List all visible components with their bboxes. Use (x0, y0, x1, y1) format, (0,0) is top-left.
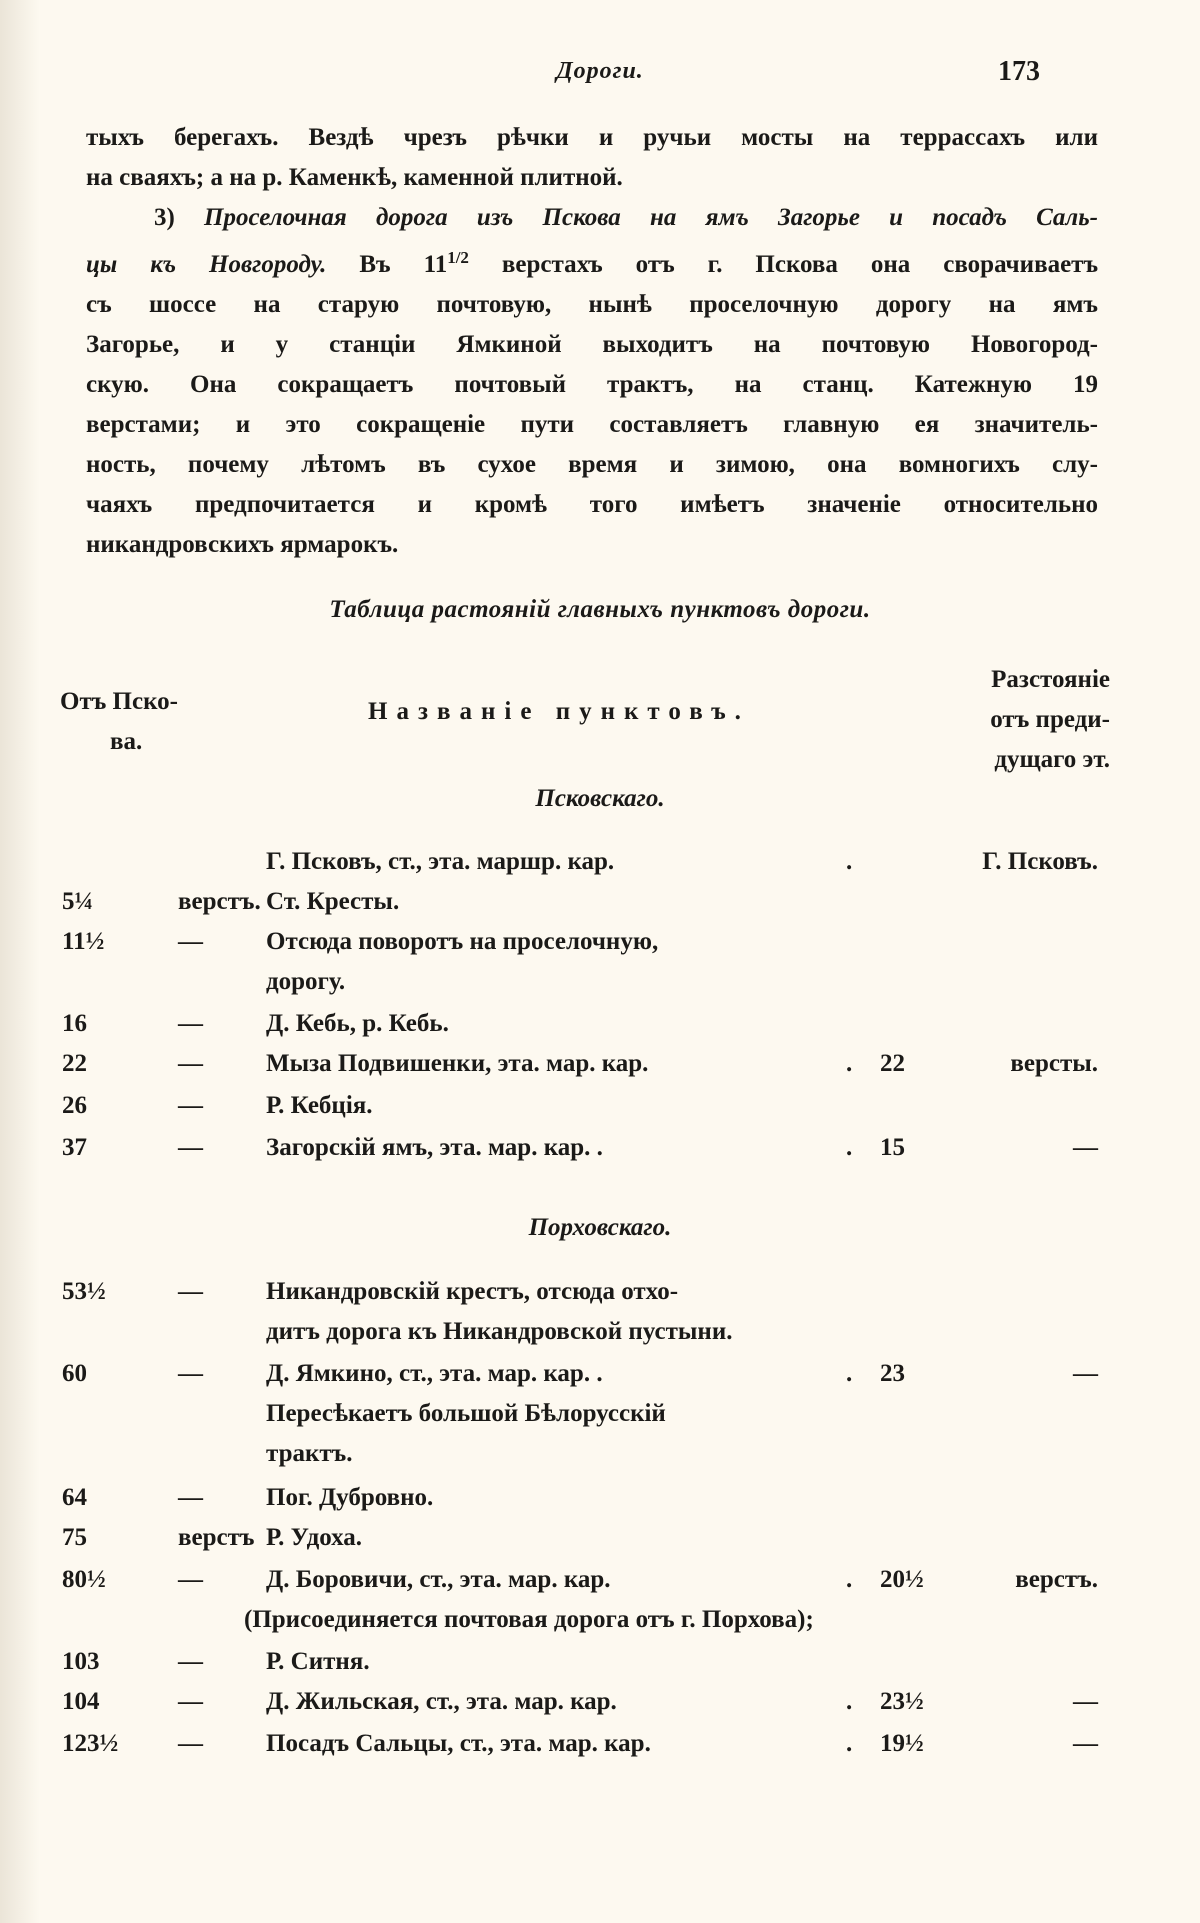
leg-unit: верстъ. (1015, 1566, 1098, 1593)
leg-distance: 23½ (880, 1688, 924, 1715)
point-name: Посадъ Сальцы, ст., эта. мар. кар. (266, 1730, 651, 1757)
header-text: Разстояніе (991, 666, 1110, 693)
header-text: дущаго эт. (994, 746, 1110, 773)
page-header (0, 58, 1200, 98)
table-caption: Таблица растояній главныхъ пунктовъ дороги. (329, 596, 871, 623)
leg-distance: 23 (880, 1360, 905, 1387)
leg-unit: — (1073, 1688, 1098, 1715)
table-row (0, 1360, 1200, 1400)
text-fragment: верстахъ отъ г. Пскова она сворачиваетъ (501, 251, 1099, 278)
table-row (0, 1134, 1200, 1174)
leader-dot: . (846, 1050, 853, 1077)
point-name: Р. Удоха. (266, 1524, 363, 1551)
cumulative-distance: 5¼ (62, 888, 94, 915)
dash-or-unit: — (178, 1688, 203, 1715)
table-row (0, 1484, 1200, 1524)
text-line: чаяхъ предпочитается и кромѣ того имѣетъ значеніе относительно (86, 491, 1098, 518)
cumulative-distance: 64 (62, 1484, 87, 1511)
leg-distance: 15 (880, 1134, 905, 1161)
dash-or-unit: — (178, 1278, 203, 1305)
point-name: Д. Боровичи, ст., эта. мар. кар. (266, 1566, 611, 1593)
header-points-name: Названіе пунктовъ. (368, 698, 750, 725)
text-line: съ шоссе на старую почтовую, нынѣ проселочную дорогу на ямъ (86, 291, 1098, 318)
text-line: ность, почему лѣтомъ въ сухое время и зимою, она вомногихъ слу- (86, 451, 1098, 478)
fraction: 1/2 (447, 248, 469, 267)
leg-unit: версты. (1010, 1050, 1098, 1077)
cumulative-distance: 104 (62, 1688, 100, 1715)
point-name: Д. Кебь, р. Кебь. (266, 1010, 449, 1037)
leg-distance: 19½ (880, 1730, 924, 1757)
item-title: Проселочная дорога изъ Пскова на ямъ Загорье и посадъ Саль- (204, 204, 1099, 231)
header-from-pskov (60, 682, 230, 762)
point-name: трактъ. (266, 1440, 353, 1467)
table-row (0, 1400, 1200, 1440)
item-title-end: цы къ Новгороду. (86, 251, 327, 278)
section-title: Порховскаго. (528, 1214, 672, 1241)
text-line: скую. Она сокращаетъ почтовый трактъ, на станц. Катежную 19 (86, 371, 1098, 398)
table-row (0, 1648, 1200, 1688)
table-row (0, 848, 1200, 888)
dash-or-unit: верстъ (178, 1524, 255, 1551)
dash-or-unit: — (178, 1730, 203, 1757)
table-row (0, 1440, 1200, 1480)
header-text: Отъ Пско- (60, 688, 178, 715)
page-number: 173 (998, 56, 1040, 87)
leader-dot: . (846, 1730, 853, 1757)
leg-unit: — (1073, 1360, 1098, 1387)
point-name: Загорскій ямъ, эта. мар. кар. . (266, 1134, 603, 1161)
dash-or-unit: — (178, 1484, 203, 1511)
table-row (0, 968, 1200, 1008)
point-name: Р. Ситня. (266, 1648, 370, 1675)
cumulative-distance: 22 (62, 1050, 87, 1077)
leg-unit: Г. Псковъ. (982, 848, 1098, 875)
cumulative-distance: 80½ (62, 1566, 106, 1593)
cumulative-distance: 123½ (62, 1730, 119, 1757)
cumulative-distance: 37 (62, 1134, 87, 1161)
table-row (0, 1010, 1200, 1050)
cumulative-distance: 26 (62, 1092, 87, 1119)
text-line: тыхъ берегахъ. Вездѣ чрезъ рѣчки и ручьи мосты на террассахъ или (86, 124, 1098, 151)
table-row (0, 1092, 1200, 1132)
table-row (0, 1606, 1200, 1646)
cumulative-distance: 75 (62, 1524, 87, 1551)
table-row (0, 1730, 1200, 1770)
cumulative-distance: 103 (62, 1648, 100, 1675)
leader-dot: . (846, 1134, 853, 1161)
dash-or-unit: — (178, 1010, 203, 1037)
table-row (0, 928, 1200, 968)
table-row (0, 1278, 1200, 1318)
section-title: Псковскаго. (535, 785, 665, 812)
leader-dot: . (846, 1566, 853, 1593)
dash-or-unit: — (178, 1050, 203, 1077)
cumulative-distance: 11½ (62, 928, 105, 955)
point-name: Пог. Дубровно. (266, 1484, 434, 1511)
text-line: никандровскихъ ярмарокъ. (86, 531, 399, 558)
point-name: дитъ дорога къ Никандровской пустыни. (266, 1318, 733, 1345)
dash-or-unit: — (178, 1134, 203, 1161)
text-fragment: Въ 11 (359, 251, 448, 278)
text-line (86, 238, 1098, 285)
table-row (0, 1524, 1200, 1564)
dash-or-unit: верстъ. (178, 888, 261, 915)
leg-unit: — (1073, 1730, 1098, 1757)
text-line: на сваяхъ; а на р. Каменкѣ, каменной плитной. (86, 164, 623, 191)
point-name: Д. Ямкино, ст., эта. мар. кар. . (266, 1360, 603, 1387)
table-row (0, 1318, 1200, 1358)
table-row (0, 1688, 1200, 1728)
dash-or-unit: — (178, 1566, 203, 1593)
point-name: Пересѣкаетъ большой Бѣлорусскій (266, 1400, 666, 1427)
cumulative-distance: 16 (62, 1010, 87, 1037)
point-name: Г. Псковъ, ст., эта. маршр. кар. (266, 848, 615, 875)
leg-unit: — (1073, 1134, 1098, 1161)
text-line: Загорье, и у станціи Ямкиной выходитъ на почтовую Новогород- (86, 331, 1098, 358)
item-number: 3) (154, 204, 175, 231)
leader-dot: . (846, 1688, 853, 1715)
cumulative-distance: 53½ (62, 1278, 106, 1305)
dash-or-unit: — (178, 1360, 203, 1387)
body-text (86, 118, 1098, 565)
table-row (0, 888, 1200, 928)
point-name: Д. Жильская, ст., эта. мар. кар. (266, 1688, 617, 1715)
row-note: (Присоединяется почтовая дорога отъ г. Порхова); (244, 1606, 814, 1633)
header-text: отъ преди- (990, 706, 1110, 733)
point-name: дорогу. (266, 968, 346, 995)
table-row (0, 1050, 1200, 1090)
point-name: Отсюда поворотъ на проселочную, (266, 928, 659, 955)
item-title-line (86, 198, 1098, 238)
point-name: Ст. Кресты. (266, 888, 400, 915)
header-text: ва. (110, 728, 143, 755)
leg-distance: 22 (880, 1050, 905, 1077)
leader-dot: . (846, 848, 853, 875)
running-head: Дороги. (556, 58, 644, 84)
dash-or-unit: — (178, 1648, 203, 1675)
header-leg-distance (940, 660, 1110, 780)
leader-dot: . (846, 1360, 853, 1387)
point-name: Р. Кебція. (266, 1092, 373, 1119)
leg-distance: 20½ (880, 1566, 924, 1593)
table-row (0, 1566, 1200, 1606)
cumulative-distance: 60 (62, 1360, 87, 1387)
point-name: Никандровскій крестъ, отсюда отхо- (266, 1278, 679, 1305)
dash-or-unit: — (178, 928, 203, 955)
text-line: верстами; и это сокращеніе пути составляетъ главную ея значитель- (86, 411, 1098, 438)
point-name: Мыза Подвишенки, эта. мар. кар. (266, 1050, 649, 1077)
dash-or-unit: — (178, 1092, 203, 1119)
